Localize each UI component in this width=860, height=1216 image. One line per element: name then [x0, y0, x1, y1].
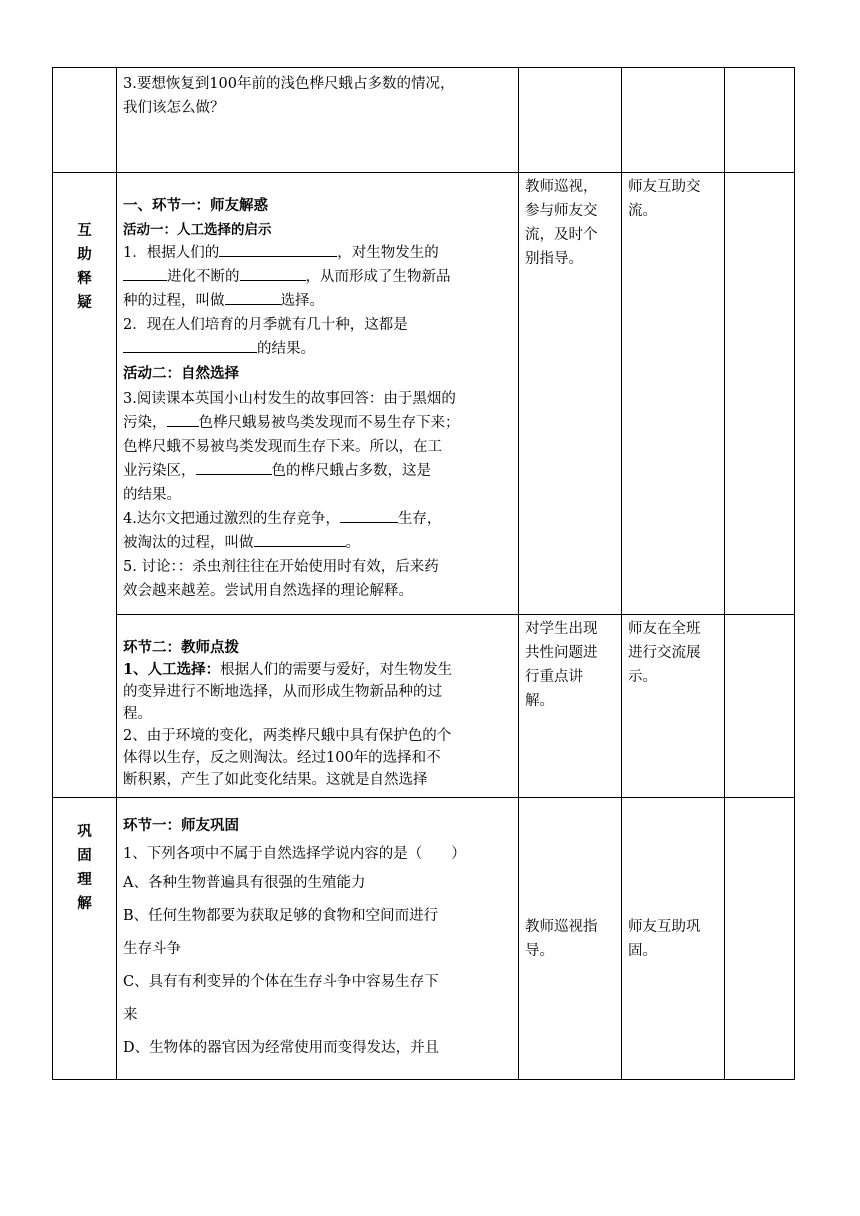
explanation-2: 2、由于环境的变化，两类桦尺蛾中具有保护色的个 体得以生存，反之则淘汰。经过100年的选择和不 断积累，产生了如此变化结果。这就是自然选择	[123, 728, 452, 788]
content-cell	[117, 798, 519, 1080]
fill-blank	[123, 337, 257, 353]
content-cell	[117, 615, 519, 798]
section-title: 一、环节一：师友解惑	[123, 197, 268, 214]
quiz-option: D、生物体的器官因为经常使用而变得发达，并且	[123, 1040, 440, 1056]
activity-title: 活动一：人工选择的启示	[123, 222, 272, 238]
quiz-option: C、具有有利变异的个体在生存斗争中容易生存下	[123, 974, 439, 990]
question-2: 2．现在人们培育的月季就有几十种，这都是 的结果。	[123, 317, 408, 357]
stage-cell	[53, 173, 117, 798]
student-activity-cell: 师友在全班 进行交流展 示。	[622, 615, 725, 798]
fill-blank	[240, 265, 306, 281]
teacher-activity-cell: 教师巡视指 导。	[519, 798, 622, 1080]
stage-char: 固	[77, 847, 92, 864]
activity-title: 活动二：自然选择	[123, 365, 239, 382]
content-cell	[117, 173, 519, 615]
stage-char: 理	[77, 871, 92, 888]
quiz-option: 生存斗争	[123, 941, 181, 957]
quiz-option: 来	[123, 1007, 138, 1023]
question-5: 5. 讨论：：杀虫剂往往在开始使用时有效，后来药 效会越来越差。尝试用自然选择的理论解释。	[123, 559, 439, 599]
stage-cell	[53, 798, 117, 1080]
student-activity-cell: 师友互助交 流。	[622, 173, 725, 615]
question-3: 3.阅读课本英国小山村发生的故事回答：由于黑烟的 污染， 色桦尺蛾易被鸟类发现而不易生存下来； 色桦尺蛾不易被鸟类发现而生存下来。所以，在工 业污染区， 色的桦尺蛾占多数，这是 的结果。	[123, 391, 460, 503]
teacher-activity-cell: 对学生出现 共性问题进 行重点讲 解。	[519, 615, 622, 798]
fill-blank	[123, 265, 167, 281]
explanation-1: 1、人工选择：根据人们的需要与爱好，对生物发生 的变异进行不断地选择，从而形成生物新品种的过 程。	[123, 661, 453, 722]
quiz-option: B、任何生物都要为获取足够的食物和空间而进行	[123, 908, 439, 924]
stage-cell-empty	[53, 68, 117, 173]
notes-cell	[725, 798, 795, 1080]
fill-blank	[254, 531, 346, 547]
stage-char: 互	[77, 222, 92, 239]
notes-cell	[725, 68, 795, 173]
student-activity-cell: 师友互助巩 固。	[622, 798, 725, 1080]
question-line: 3.要想恢复到100年前的浅色桦尺蛾占多数的情况，	[123, 76, 455, 92]
quiz-line: 1、下列各项中不属于自然选择学说内容的是（ ）	[123, 846, 466, 862]
section-title: 环节二：教师点拨	[123, 639, 239, 656]
fill-blank	[225, 289, 281, 305]
quiz-option: A、各种生物普遍具有很强的生殖能力	[123, 875, 366, 891]
teacher-activity-cell	[519, 68, 622, 173]
stage-char: 释	[77, 270, 92, 287]
table-row	[53, 173, 795, 615]
notes-cell	[725, 173, 795, 615]
stage-char: 解	[77, 895, 92, 912]
notes-cell	[725, 615, 795, 798]
teacher-activity-cell: 教师巡视， 参与师友交 流，及时个 别指导。	[519, 173, 622, 615]
content-cell	[117, 68, 519, 173]
lesson-plan-table	[52, 67, 795, 1080]
fill-blank	[167, 411, 199, 427]
stage-char: 助	[77, 246, 92, 263]
stage-char: 疑	[77, 294, 92, 311]
fill-blank	[196, 459, 272, 475]
fill-blank	[219, 241, 337, 257]
table-row	[53, 615, 795, 798]
student-activity-cell	[622, 68, 725, 173]
question-4: 4.达尔文把通过激烈的生存竞争， 生存， 被淘汰的过程，叫做 。	[123, 507, 512, 555]
fill-blank	[340, 507, 398, 523]
question-line: 我们该怎么做？	[123, 100, 225, 116]
stage-char: 巩	[77, 823, 92, 840]
table-row	[53, 798, 795, 1080]
section-title: 环节一：师友巩固	[123, 817, 239, 834]
question-1: 1．根据人们的 ，对生物发生的 进化不断的 ，从而形成了生物新品 种的过程，叫做 选择。	[123, 241, 512, 313]
table-row	[53, 68, 795, 173]
